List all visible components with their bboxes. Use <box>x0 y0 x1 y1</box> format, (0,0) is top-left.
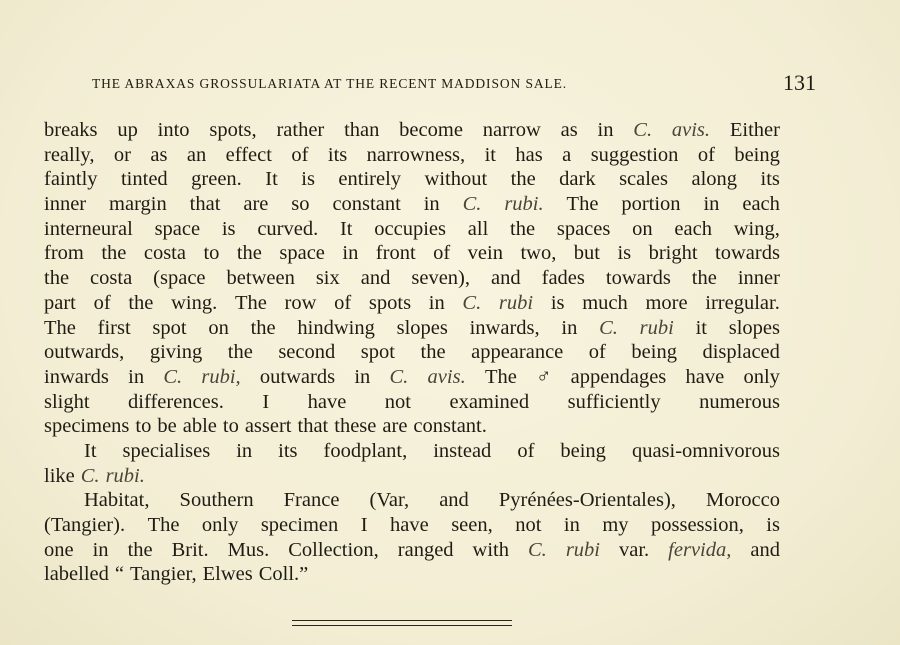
word: is <box>221 217 236 240</box>
text-line <box>44 414 780 439</box>
word: its <box>278 439 298 462</box>
word: possession, <box>650 514 744 536</box>
italic-word: rubi. <box>105 464 145 487</box>
word: in <box>423 193 440 216</box>
text-line <box>44 167 780 192</box>
word: the <box>420 341 446 364</box>
closing-rule-top <box>292 620 512 621</box>
text-line <box>44 291 780 316</box>
word: Coll.” <box>258 563 309 586</box>
italic-word: C. <box>163 365 183 388</box>
italic-word: rubi <box>565 538 600 561</box>
word: tinted <box>120 168 168 191</box>
word: become <box>399 119 463 141</box>
word: specialises <box>122 439 211 462</box>
word: differences. <box>128 390 224 413</box>
word: Mus. <box>227 538 270 561</box>
word: each <box>674 217 712 240</box>
word: labelled <box>44 563 109 586</box>
word: Brit. <box>171 538 209 561</box>
word: in <box>703 193 720 216</box>
word: Morocco <box>705 489 780 512</box>
word: foodplant, <box>323 439 408 462</box>
word: examined <box>449 390 530 413</box>
word: the <box>510 217 536 240</box>
word: Southern <box>179 489 254 512</box>
word: seven), <box>411 267 471 290</box>
word: spots, <box>209 119 257 141</box>
word: in <box>236 439 253 462</box>
word: more <box>645 291 688 314</box>
word: costa <box>143 242 186 265</box>
italic-word: avis. <box>671 119 711 141</box>
word: breaks <box>44 119 98 141</box>
word: the <box>101 242 127 265</box>
word: not <box>384 390 411 413</box>
word: narrow <box>482 119 541 141</box>
word: var. <box>619 538 650 561</box>
word: spot <box>360 341 395 364</box>
word: really, <box>44 143 95 166</box>
word: slopes <box>396 316 448 339</box>
word: Either <box>729 119 780 141</box>
word: it <box>695 316 707 339</box>
word: interneural <box>44 217 133 240</box>
word: and <box>360 267 391 290</box>
text-line <box>44 241 780 266</box>
word: in <box>92 538 109 561</box>
word: of <box>697 143 715 166</box>
word: six <box>315 267 340 290</box>
word: inner <box>737 267 780 290</box>
word: slopes <box>728 316 780 339</box>
text-line <box>44 118 780 143</box>
word: row <box>284 291 317 314</box>
word: The <box>566 193 599 216</box>
italic-word: fervida, <box>668 538 732 561</box>
word: to <box>222 415 239 438</box>
word: in <box>342 242 359 265</box>
word: It <box>265 168 278 191</box>
word: only <box>201 514 239 536</box>
word: able <box>182 415 217 438</box>
word: be <box>157 415 177 438</box>
word: displaced <box>702 341 780 364</box>
word: sufficiently <box>567 390 661 413</box>
text-line <box>44 513 780 538</box>
word: first <box>97 316 131 339</box>
word: narrowness, <box>366 143 466 166</box>
word: in <box>128 365 145 388</box>
word: with <box>472 538 509 561</box>
word: without <box>424 168 488 191</box>
word: the <box>236 242 262 265</box>
word: have <box>390 514 429 536</box>
word: but <box>573 242 600 265</box>
word: numerous <box>699 390 780 413</box>
word: (Var, <box>369 489 410 512</box>
word: ranged <box>397 538 454 561</box>
text-line <box>44 192 780 217</box>
word: and <box>750 538 780 561</box>
word: the <box>44 267 70 290</box>
word: is <box>766 514 780 536</box>
word: Pyrénées-Orientales), <box>498 489 676 512</box>
italic-word: C. <box>389 365 409 388</box>
italic-word: rubi <box>498 291 534 314</box>
word: between <box>226 267 295 290</box>
word: only <box>743 365 780 388</box>
word: my <box>602 514 629 536</box>
word: France <box>283 489 340 512</box>
italic-word: rubi <box>639 316 674 339</box>
word: appendages <box>570 365 667 388</box>
italic-word: rubi, <box>201 365 241 388</box>
word: in <box>428 291 445 314</box>
word: “ <box>114 563 124 586</box>
running-header <box>92 70 816 96</box>
word: of <box>433 242 451 265</box>
word: along <box>691 168 738 191</box>
word: giving <box>149 341 203 364</box>
body-text <box>44 118 780 587</box>
word: its <box>327 143 348 166</box>
word: vein <box>467 242 503 265</box>
italic-word: avis. <box>427 365 466 388</box>
word: spot <box>152 316 187 339</box>
word: The <box>44 316 76 339</box>
word: into <box>157 119 190 141</box>
word: inner <box>44 193 87 216</box>
word: I <box>262 390 270 413</box>
text-line <box>44 143 780 168</box>
running-title: THE ABRAXAS GROSSULARIATA AT THE RECENT MADDISON SALE. <box>92 76 568 91</box>
italic-word: C. <box>462 291 482 314</box>
word: have <box>685 365 725 388</box>
word: seen, <box>451 514 493 536</box>
text-line <box>44 340 780 365</box>
word: the <box>510 168 536 191</box>
word: It <box>84 439 97 462</box>
word: spots <box>368 291 412 314</box>
word: a <box>562 143 572 166</box>
word: rather <box>276 119 325 141</box>
word: much <box>582 291 628 314</box>
italic-word: C. <box>599 316 618 339</box>
text-line <box>44 217 780 242</box>
word: appearance <box>471 341 564 364</box>
word: in <box>597 119 614 141</box>
word: constant. <box>413 415 487 438</box>
word: so <box>291 193 310 216</box>
word: as <box>150 143 168 166</box>
word: towards <box>715 242 780 265</box>
word: quasi-omnivorous <box>631 439 780 462</box>
word: one <box>44 538 74 561</box>
italic-word: rubi. <box>504 193 544 216</box>
word: Elwes <box>202 563 253 586</box>
word: part <box>44 291 76 314</box>
word: inwards, <box>469 316 540 339</box>
word: wing. <box>171 291 218 314</box>
word: dark <box>559 168 596 191</box>
word: hindwing <box>297 316 375 339</box>
word: second <box>278 341 336 364</box>
word: the <box>250 316 276 339</box>
word: are <box>243 193 269 216</box>
word: space <box>154 217 201 240</box>
word: the <box>128 291 154 314</box>
word: in <box>354 365 371 388</box>
word: it <box>484 143 496 166</box>
italic-word: C. <box>462 193 482 216</box>
word: these <box>334 415 377 438</box>
word: It <box>339 217 353 240</box>
word: instead <box>433 439 492 462</box>
text-line <box>44 266 780 291</box>
text-line <box>44 390 780 415</box>
word: of <box>93 291 111 314</box>
word: Collection, <box>288 538 379 561</box>
word: suggestion <box>590 143 679 166</box>
word: The <box>484 365 517 388</box>
word: bright <box>648 242 698 265</box>
word: and <box>439 489 469 512</box>
word: is <box>301 168 315 191</box>
word: the <box>691 267 717 290</box>
word: is <box>617 242 632 265</box>
word: ♂ <box>536 365 552 388</box>
text-line <box>44 316 780 341</box>
word: being <box>560 439 606 462</box>
word: scales <box>619 168 669 191</box>
word: Tangier, <box>130 563 197 586</box>
word: to <box>135 415 152 438</box>
word: the <box>227 341 253 364</box>
word: green. <box>191 168 242 191</box>
text-line <box>44 562 780 587</box>
word: in <box>563 514 580 536</box>
word: specimen <box>260 514 339 536</box>
word: faintly <box>44 168 98 191</box>
word: an <box>186 143 207 166</box>
word: of <box>588 341 606 364</box>
text-line <box>44 439 780 464</box>
word: specimens <box>44 415 130 438</box>
word: towards <box>605 267 671 290</box>
word: two, <box>520 242 557 265</box>
word: assert <box>244 415 292 438</box>
word: have <box>307 390 347 413</box>
word: I <box>360 514 368 536</box>
word: margin <box>109 193 167 216</box>
word: outwards, <box>44 341 125 364</box>
word: all <box>467 217 489 240</box>
word: on <box>632 217 653 240</box>
word: like <box>44 464 75 487</box>
word: wing, <box>733 217 780 240</box>
word: on <box>208 316 229 339</box>
word: of <box>517 439 535 462</box>
word: each <box>742 193 780 216</box>
word: effect <box>225 143 272 166</box>
text-line <box>44 538 780 563</box>
word: costa <box>90 267 133 290</box>
word: or <box>113 143 131 166</box>
word: not <box>515 514 542 536</box>
word: that <box>189 193 221 216</box>
word: constant <box>332 193 401 216</box>
word: to <box>203 242 220 265</box>
text-line <box>44 464 780 489</box>
word: occupies <box>374 217 447 240</box>
word: space <box>279 242 325 265</box>
italic-word: C. <box>80 464 100 487</box>
word: The <box>234 291 267 314</box>
word: its <box>760 168 780 191</box>
word: entirely <box>338 168 402 191</box>
word: in <box>561 316 578 339</box>
word: up <box>117 119 138 141</box>
word: from <box>44 242 84 265</box>
word: The <box>147 514 180 536</box>
word: curved. <box>257 217 319 240</box>
word: is <box>550 291 565 314</box>
word: portion <box>621 193 681 216</box>
text-line <box>44 488 780 513</box>
italic-word: C. <box>633 119 653 141</box>
word: of <box>334 291 352 314</box>
word: fades <box>541 267 585 290</box>
word: inwards <box>44 365 109 388</box>
word: spaces <box>556 217 611 240</box>
word: (space <box>153 267 206 290</box>
word: has <box>515 143 543 166</box>
word: front <box>375 242 416 265</box>
word: of <box>291 143 309 166</box>
word: irregular. <box>705 291 780 314</box>
word: outwards <box>259 365 336 388</box>
word: and <box>491 267 521 290</box>
word: being <box>631 341 677 364</box>
word: the <box>127 538 153 561</box>
word: that <box>297 415 329 438</box>
word: than <box>344 119 380 141</box>
italic-word: C. <box>528 538 547 561</box>
word: as <box>560 119 578 141</box>
closing-rule-bottom <box>292 625 512 626</box>
word: Habitat, <box>84 489 150 512</box>
word: being <box>734 143 780 166</box>
word: are <box>382 415 408 438</box>
word: slight <box>44 390 90 413</box>
page-number: 131 <box>783 70 816 95</box>
word: (Tangier). <box>44 514 126 536</box>
text-line <box>44 365 780 390</box>
